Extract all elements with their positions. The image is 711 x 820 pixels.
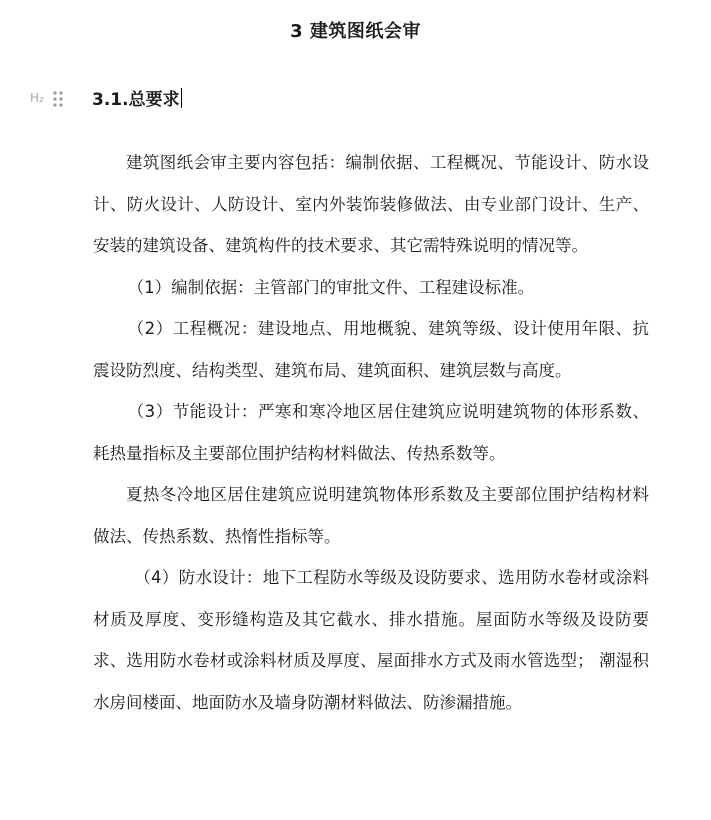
- paragraph-item-3-continued: 夏热冬冷地区居住建筑应说明建筑物体形系数及主要部位围护结构材料做法、传热系数、热惰性指标等。: [93, 485, 649, 546]
- document-body[interactable]: [93, 142, 649, 723]
- paragraph-item-3: （3）节能设计：严寒和寒冷地区居住建筑应说明建筑物的体形系数、耗热量指标及主要部位围护结构材料做法、传热系数等。: [93, 402, 649, 463]
- text-cursor: [181, 88, 182, 108]
- document-title: 3 建筑图纸会审: [290, 21, 421, 42]
- paragraph-item-1: （1）编制依据：主管部门的审批文件、工程建设标准。: [127, 277, 535, 297]
- drag-handle-icon[interactable]: [52, 90, 64, 108]
- paragraph-item-2: （2）工程概况：建设地点、用地概貌、建筑等级、设计使用年限、抗震设防烈度、结构类型、建筑布局、建筑面积、建筑层数与高度。: [93, 319, 649, 380]
- section-heading-row: [30, 88, 670, 112]
- heading-level-marker: H₂: [30, 91, 44, 105]
- paragraph-item-4: （4）防水设计：地下工程防水等级及设防要求、选用防水卷材或涂料材质及厚度、变形缝构造及其它截水、排水措施。屋面防水等级及设防要求、选用防水卷材或涂料材质及厚度、屋面排水方式及雨水管选型； 潮湿积水房间楼面、地面防水及墙身防潮材料做法、防渗漏措施。: [93, 568, 649, 712]
- section-heading[interactable]: 3.1.总要求: [92, 90, 180, 110]
- paragraph-intro: 建筑图纸会审主要内容包括：编制依据、工程概况、节能设计、防水设计、防火设计、人防设计、室内外装饰装修做法、由专业部门设计、生产、安装的建筑设备、建筑构件的技术要求、其它需特殊说明的情况等。: [93, 153, 649, 255]
